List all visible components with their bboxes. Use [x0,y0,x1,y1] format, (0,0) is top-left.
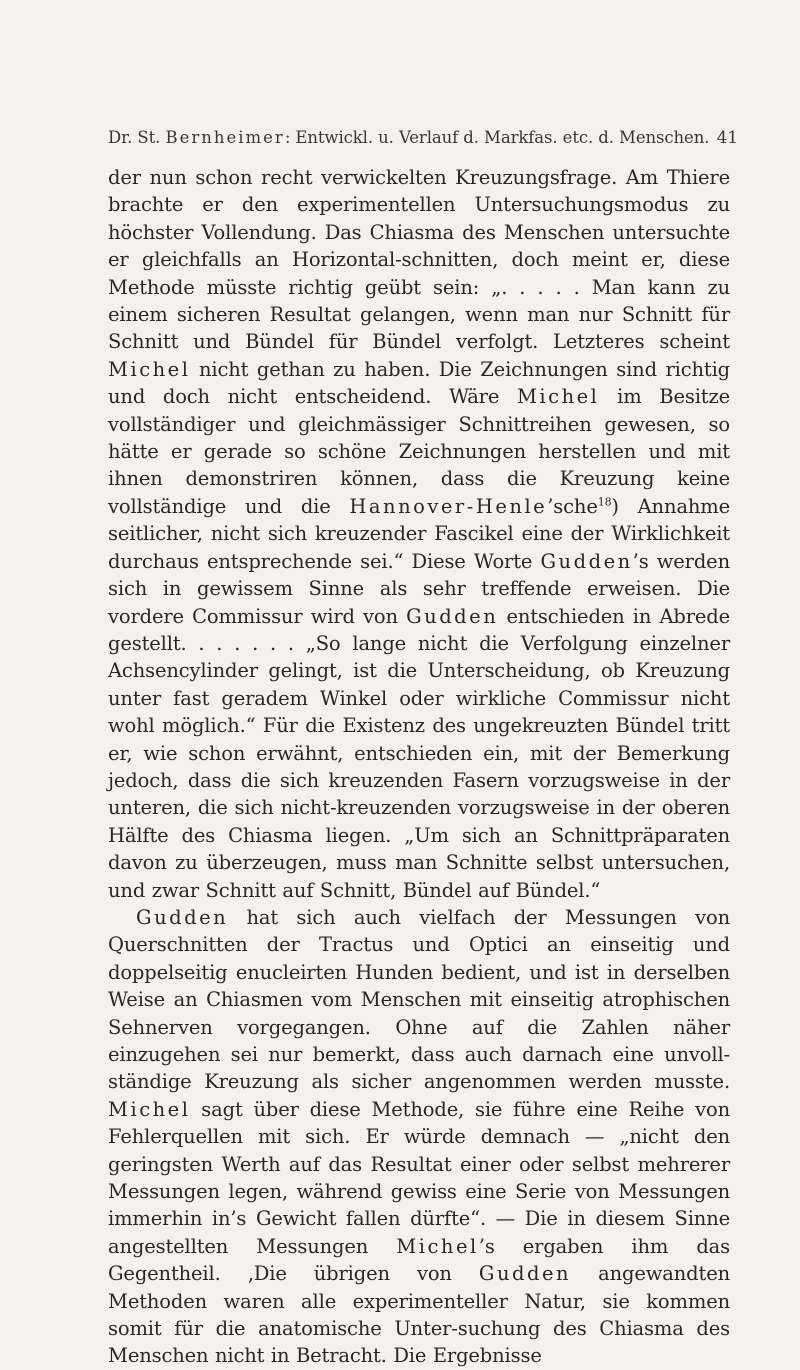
text-run: angewandten Methoden waren alle experimenteller Natur, sie kommen somit für die anatomische Unter-suchung des Chiasma des Menschen nicht in Betracht. Die Ergebnisse [108,1262,730,1368]
spaced-name: Michel [516,385,600,409]
text-run: der nun schon recht verwickelten Kreuzungsfrage. Am Thiere brachte er den experimentellen Untersuchungsmodus zu höchster Vollendung. Das Chiasma des Menschen untersuchte er gleichfalls an Horizontal-schnitten, doch meint er, diese Methode müsste richtig geübt sein: „. . . . . Man kann zu einem sicheren Resultat gelangen, wenn man nur Schnitt für Schnitt und Bündel für Bündel verfolgt. Letzteres scheint [108,166,730,354]
text-run: ) Annahme seitlicher, nicht sich kreuzender Fascikel eine der Wirklichkeit durchaus entsprechende sei.“ Diese Worte [108,494,730,573]
text-run: im Besitze vollständiger und gleichmässiger Schnittreihen gewesen, so hätte er gerade so schöne Zeichnungen herstellen und mit ihnen demonstriren können, dass die Kreuzung keine vollständige und die [108,385,730,518]
author-name: Bernheimer [165,128,285,147]
text-run: entschieden in Abrede gestellt. . . . . . . „So lange nicht die Verfolgung einzelner Achsencylinder gelingt, ist die Unterscheidung, ob Kreuzung unter fast geradem Winkel oder wirkliche Commissur nicht wohl möglich.“ Für die Existenz des ungekreuzten Bündel tritt er, wie schon erwähnt, entschieden ein, mit der Bemerkung jedoch, dass die sich kreuzenden Fasern vorzugsweise in der unteren, die sich nicht-kreuzenden vorzugsweise in der oberen Hälfte des Chiasma liegen. „Um sich an Schnittpräparaten davon zu überzeugen, muss man Schnitte selbst untersuchen, und zwar Schnitt auf Schnitt, Bündel auf Bündel.“ [108,604,730,902]
body-text [108,164,730,1370]
spaced-name: Gudden [478,1262,572,1286]
text-run: nicht gethan zu haben. Die Zeichnungen sind richtig und doch nicht entscheidend. Wäre [108,357,730,409]
footnote-ref: 18 [597,495,612,509]
running-head [108,128,738,148]
spaced-name: Hannover-Henle [349,494,548,518]
text-run: ’sche [547,494,598,518]
text-run: sagt über diese Methode, sie führe eine Reihe von Fehlerquellen mit sich. Er würde demnach — „nicht den geringsten Werth auf das Resultat einer oder selbst mehrerer Messungen legen, während gewiss eine Serie von Messungen immerhin in’s Gewicht fallen dürfte“. — Die in diesem Sinne angestellten Messungen [108,1097,730,1258]
running-head-title [108,128,709,148]
page-number: 41 [716,128,738,148]
text-run: ’s werden sich in gewissem Sinne als sehr treffende erweisen. Die vordere Commissur wird von [108,549,730,628]
text-run: ’s ergaben ihm das Gegentheil. ‚Die übrigen von [108,1234,730,1286]
paragraph [108,164,730,904]
paragraph [108,904,730,1370]
spaced-name: Michel [108,357,191,381]
spaced-name: Michel [396,1234,479,1258]
spaced-name: Michel [108,1097,191,1121]
text-run: hat sich auch vielfach der Messungen von Querschnitten der Tractus und Optici an einseitig und doppelseitig enucleirten Hunden bedient, und ist in derselben Weise an Chiasmen vom Menschen mit einseitig atrophischen Sehnerven vorgegangen. Ohne auf die Zahlen näher einzugehen sei nur bemerkt, dass auch darnach eine unvoll-ständige Kreuzung als sicher angenommen werden musste. [108,905,730,1094]
spaced-name: Gudden [540,549,633,573]
spaced-name: Gudden [136,905,229,929]
work-title: : Entwickl. u. Verlauf d. Markfas. etc. d. Menschen. [284,128,710,147]
spaced-name: Gudden [406,604,499,628]
author-prefix: Dr. St. [108,128,161,147]
